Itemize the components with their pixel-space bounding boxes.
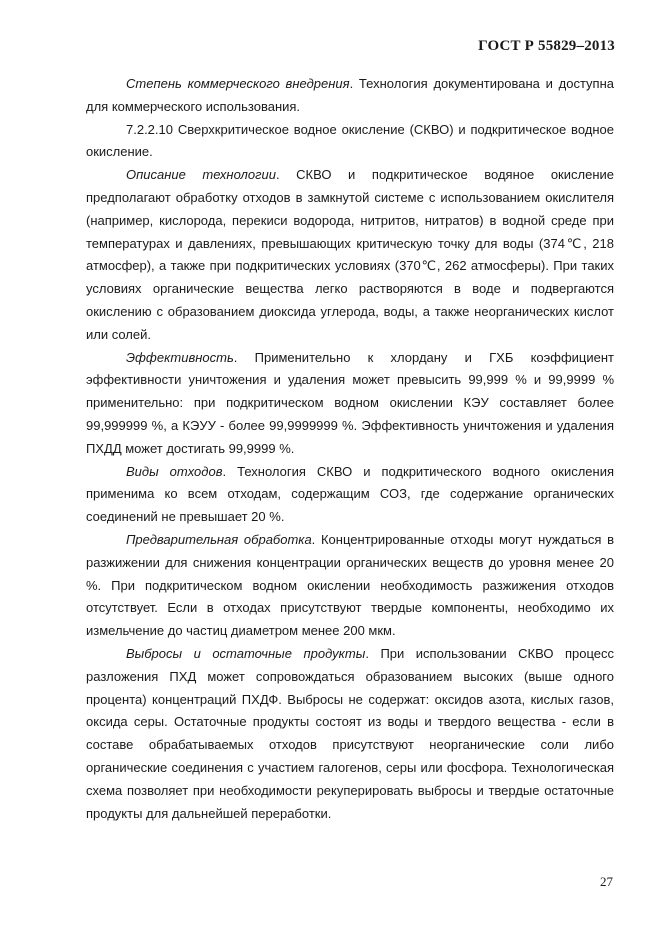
section-heading-7-2-2-10 [86,119,614,165]
paragraph-text: 7.2.2.10 Сверхкритическое водное окисление (СКВО) и подкритическое водное окисление. [86,121,614,160]
document-header: ГОСТ Р 55829–2013 [478,38,615,54]
paragraph-lead: Описание технологии [126,167,276,183]
paragraph-lead: Выбросы и остаточные продукты [126,645,366,661]
paragraph-lead: Степень коммерческого внедрения [126,76,350,91]
paragraph-text: . Технология документирована и доступна для коммерческого использования. [86,76,614,114]
paragraph-waste-types [86,461,614,529]
paragraph-text: . СКВО и подкритическое водяное окисление предполагают обработку отходов в замкнутой системе с использованием окислителя (например, кислорода, перекиси водорода, нитритов, нитратов) в водной среде при температурах и давлениях, превышающих критическую точку для воды (374℃, 218 атмосфер), а также при подкритических условиях (370℃, 262 атмосферы). При таких условиях органические вещества легко растворяются в воде и подвергаются окислению с образованием диоксида углерода, воды, а также неорганических кислот или солей. [86,167,614,342]
paragraph-efficiency [86,347,614,461]
paragraph-lead: Виды отходов [126,463,223,479]
paragraph-lead: Предварительная обработка [126,531,312,547]
paragraph-text: . Применительно к хлордану и ГХБ коэффициент эффективности уничтожения и удаления может превысить 99,999 % и 99,9999 % применительно: при подкритическом водном окислении КЭУ составляет более 99,999999 %, а КЭУУ - более 99,9999999 %. Эффективность уничтожения и удаления ПХДД может достигать 99,9999 %. [86,349,614,456]
paragraph-technology-description [86,164,614,346]
body-text [86,73,614,825]
paragraph-pretreatment [86,529,614,643]
paragraph-text: . Технология СКВО и подкритического водного окисления применима ко всем отходам, содержащим СОЗ, где содержание органических соединений не превышает 20 %. [86,463,615,525]
paragraph-lead: Эффективность [126,349,234,365]
page-number: 27 [600,874,613,889]
paragraph-emissions-residues [86,643,614,825]
paragraph-commercial-status [86,73,614,119]
paragraph-text: . Концентрированные отходы могут нуждаться в разжижении для снижения концентрации органических веществ до уровня менее 20 %. При подкритическом водном окислении необходимость разжижения отходов отсутствует. Если в отходах присутствуют твердые компоненты, необходимо их измельчение до частиц диаметром менее 200 мкм. [86,531,614,639]
paragraph-text: . При использовании СКВО процесс разложения ПХД может сопровождаться образованием высоких (выше одного процента) концентраций ПХДФ. Выбросы не содержат: оксидов азота, кислых газов, оксида серы. Остаточные продукты состоят из воды и твердого вещества - если в составе обрабатываемых отходов присутствуют неорганические соли либо органические соединения с участием галогенов, серы или фосфора. Технологическая схема позволяет при необходимости рекуперировать выбросы и твердые остаточные продукты для дальнейшей переработки. [86,645,615,821]
